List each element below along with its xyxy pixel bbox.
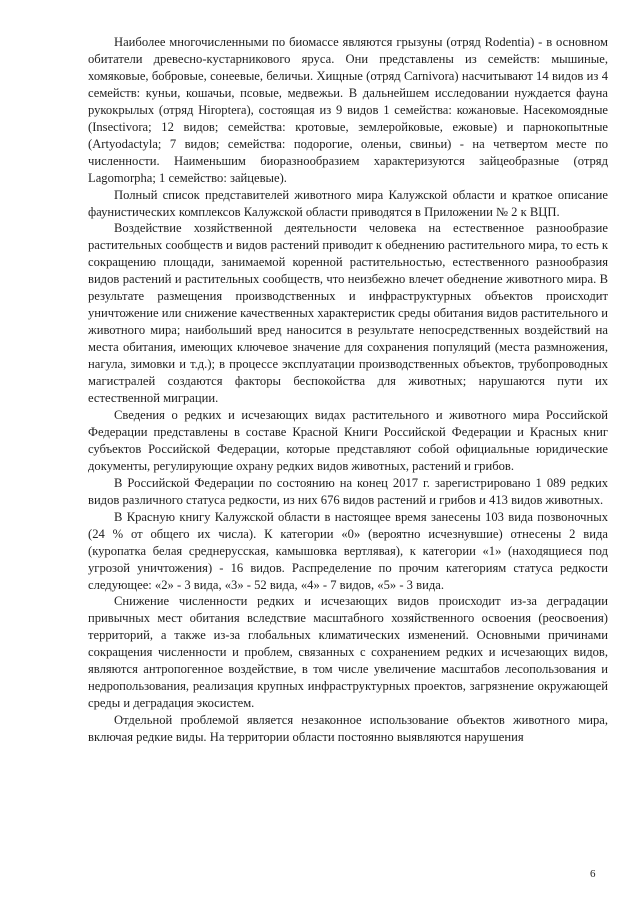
paragraph-illegal-use: Отдельной проблемой является незаконное использование объектов животного мира, включая редкие виды. На территории области постоянно выявляются нарушения bbox=[88, 713, 608, 745]
paragraph-full-list: Полный список представителей животного мира Калужской области и краткое описание фаунистических комплексов Калужской области приводятся в Приложении № 2 к ВЦП. bbox=[88, 187, 608, 219]
paragraph-kaluga-red-book: В Красную книгу Калужской области в настоящее время занесены 103 вида позвоночных (24 % от общего их числа). К категории «0» (вероятно исчезнувшие) отнесены 2 вида (куропатка белая среднерусская, камышовка вертлявая), к категории «1» (находящиеся под угрозой уничтожения) - 16 видов. Распределение по прочим категориям статуса редкости следующее: «2» - 3 вида, «3» - 52 вида, «4» - 7 видов, «5» - 3 вида. bbox=[88, 509, 608, 592]
paragraph-red-book-info: Сведения о редких и исчезающих видах растительного и животного мира Российской Федерации представлены в составе Красной Книги Российской Федерации и Красных книг субъектов Российской Федерации, которые представляют собой официальные юридические документы, регулирующие охрану редких видов животных, растений и грибов. bbox=[88, 407, 608, 473]
paragraph-rodents: Наиболее многочисленными по биомассе являются грызуны (отряд Rodentia) - в основном обитатели древесно-кустарникового яруса. Они представлены из семейств: мышиные, хомяковые, бобровые, сонеевые, беличьи. Хищные (отряд Carnivora) насчитывают 14 видов из 4 семейств: куньи, кошачьи, псовые, медвежьи. В дальнейшем исследовании нуждается фауна рукокрылых (отряд Hiroptera), состоящая из 9 видов 1 семейства: кожановые. Насекомоядные (Insectivora; 12 видов; семейства: кротовые, землеройковые, ежовые) и парнокопытные (Artyodactyla; 7 видов; семейства: подорогие, оленьи, свиньи) - на четвертом месте по численности. Наименьшим биоразнообразием характеризуются зайцеобразные (отряд Lagomorpha; 1 семейство: зайцевые). bbox=[88, 35, 608, 185]
document-page bbox=[88, 34, 608, 746]
page-number: 6 bbox=[590, 868, 596, 880]
paragraph-human-impact: Воздействие хозяйственной деятельности человека на естественное разнообразие растительных сообществ и видов растений приводит к обеднению растительного мира, то есть к сокращению площади, занимаемой коренной растительностью, естественного разнообразия видов растений и растительных сообществ, что неизбежно влечет обеднение животного мира. В результате размещения производственных и инфраструктурных объектов происходит уничтожение или снижение качественных характеристик среды обитания видов растительного и животного мира; наибольший вред наносится в результате непосредственных воздействий на места обитания, имеющих ключевое значение для сохранения популяций (места размножения, нагула, зимовки и т.д.); в процессе эксплуатации производственных объектов, трубопроводных магистралей создаются факторы беспокойства для животных; нарушаются пути их естественной миграции. bbox=[88, 221, 608, 406]
paragraph-species-decline: Снижение численности редких и исчезающих видов происходит из-за деградации привычных мест обитания вследствие масштабного хозяйственного освоения (реосвоения) территорий, а также из-за глобальных климатических изменений. Основными причинами сокращения численности и проблем, связанных с сохранением редких и исчезающих видов, являются антропогенное воздействие, в том числе увеличение масштабов лесопользования и недропользования, реализация крупных инфраструктурных проектов, загрязнение окружающей среды и деградация экосистем. bbox=[88, 594, 608, 711]
paragraph-rf-species-count: В Российской Федерации по состоянию на конец 2017 г. зарегистрировано 1 089 редких видов различного статуса редкости, из них 676 видов растений и грибов и 413 видов животных. bbox=[88, 475, 608, 507]
